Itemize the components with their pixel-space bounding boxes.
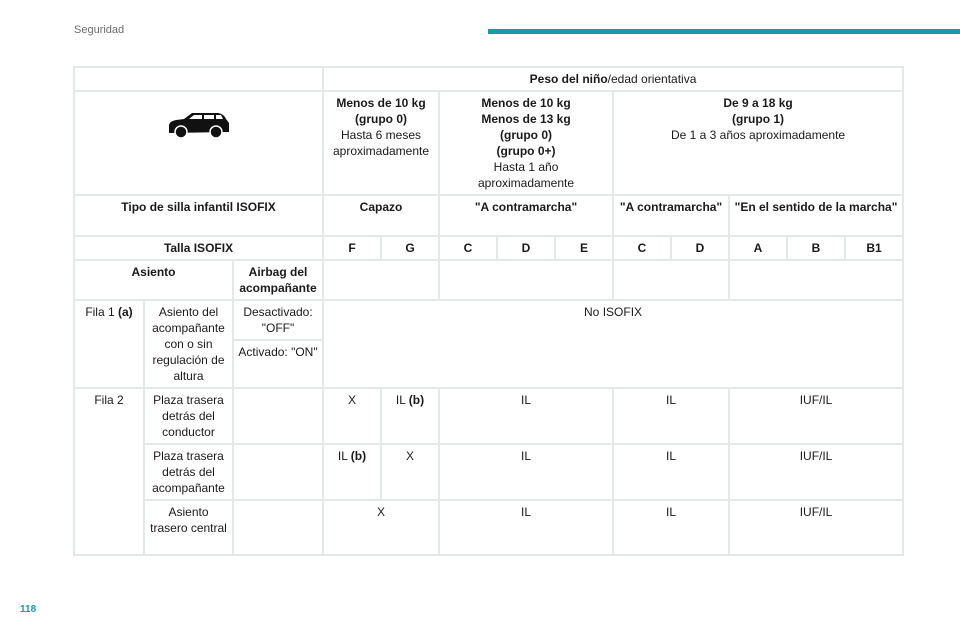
value-cell: X <box>323 500 439 555</box>
row-fila-2: Fila 2 <box>74 388 144 555</box>
seat-name: Plaza trasera detrás del acompañante <box>144 444 233 500</box>
no-isofix: No ISOFIX <box>323 300 903 388</box>
group-0plus-cell: Menos de 10 kg Menos de 13 kg (grupo 0) (grupo 0+) Hasta 1 año aproximadamente <box>439 91 613 195</box>
seat-type: "A contramarcha" <box>613 195 729 236</box>
car-cell <box>74 91 323 195</box>
page-number: 118 <box>20 604 37 615</box>
seat-name: Asiento trasero central <box>144 500 233 555</box>
group-0-cell: Menos de 10 kg (grupo 0) Hasta 6 meses aproximadamente <box>323 91 439 195</box>
value-cell: X <box>381 444 439 500</box>
value-cell: IL (b) <box>381 388 439 444</box>
weight-header: Peso del niño/edad orientativa <box>323 67 903 91</box>
size-cell: F <box>323 236 381 260</box>
isofix-table <box>73 66 904 556</box>
value-cell: IL <box>439 444 613 500</box>
seat-label: Asiento <box>74 260 233 300</box>
seat-type: Capazo <box>323 195 439 236</box>
empty-cell <box>233 388 323 444</box>
value-cell: X <box>323 388 381 444</box>
empty-cell <box>233 500 323 555</box>
empty-cell <box>439 260 613 300</box>
row-fila-1: Fila 1 (a) <box>74 300 144 388</box>
value-cell: IL <box>439 388 613 444</box>
seat-name: Asiento del acompañante con o sin regulación de altura <box>144 300 233 388</box>
group-1-cell: De 9 a 18 kg (grupo 1) De 1 a 3 años aproximadamente <box>613 91 903 195</box>
seat-type-label: Tipo de silla infantil ISOFIX <box>74 195 323 236</box>
header-accent-bar <box>488 29 960 34</box>
size-cell: D <box>497 236 555 260</box>
empty-cell <box>613 260 729 300</box>
value-cell: IL <box>613 444 729 500</box>
size-cell: B <box>787 236 845 260</box>
size-cell: A <box>729 236 787 260</box>
section-title: Seguridad <box>74 24 125 36</box>
value-cell: IUF/IL <box>729 444 903 500</box>
seat-type: "En el sentido de la marcha" <box>729 195 903 236</box>
size-cell: G <box>381 236 439 260</box>
size-cell: E <box>555 236 613 260</box>
value-cell: IL <box>613 388 729 444</box>
airbag-label: Airbag del acompañante <box>233 260 323 300</box>
airbag-off: Desactivado: "OFF" <box>233 300 323 340</box>
size-label: Talla ISOFIX <box>74 236 323 260</box>
car-suv-icon <box>166 111 232 139</box>
seat-name: Plaza trasera detrás del conductor <box>144 388 233 444</box>
value-cell: IL <box>613 500 729 555</box>
size-cell: C <box>439 236 497 260</box>
empty-cell <box>323 260 439 300</box>
empty-cell <box>729 260 903 300</box>
value-cell: IL (b) <box>323 444 381 500</box>
airbag-on: Activado: "ON" <box>233 340 323 388</box>
value-cell: IUF/IL <box>729 388 903 444</box>
value-cell: IL <box>439 500 613 555</box>
size-cell: C <box>613 236 671 260</box>
value-cell: IUF/IL <box>729 500 903 555</box>
seat-type: "A contramarcha" <box>439 195 613 236</box>
empty-cell <box>74 67 323 91</box>
size-cell: D <box>671 236 729 260</box>
empty-cell <box>233 444 323 500</box>
size-cell: B1 <box>845 236 903 260</box>
